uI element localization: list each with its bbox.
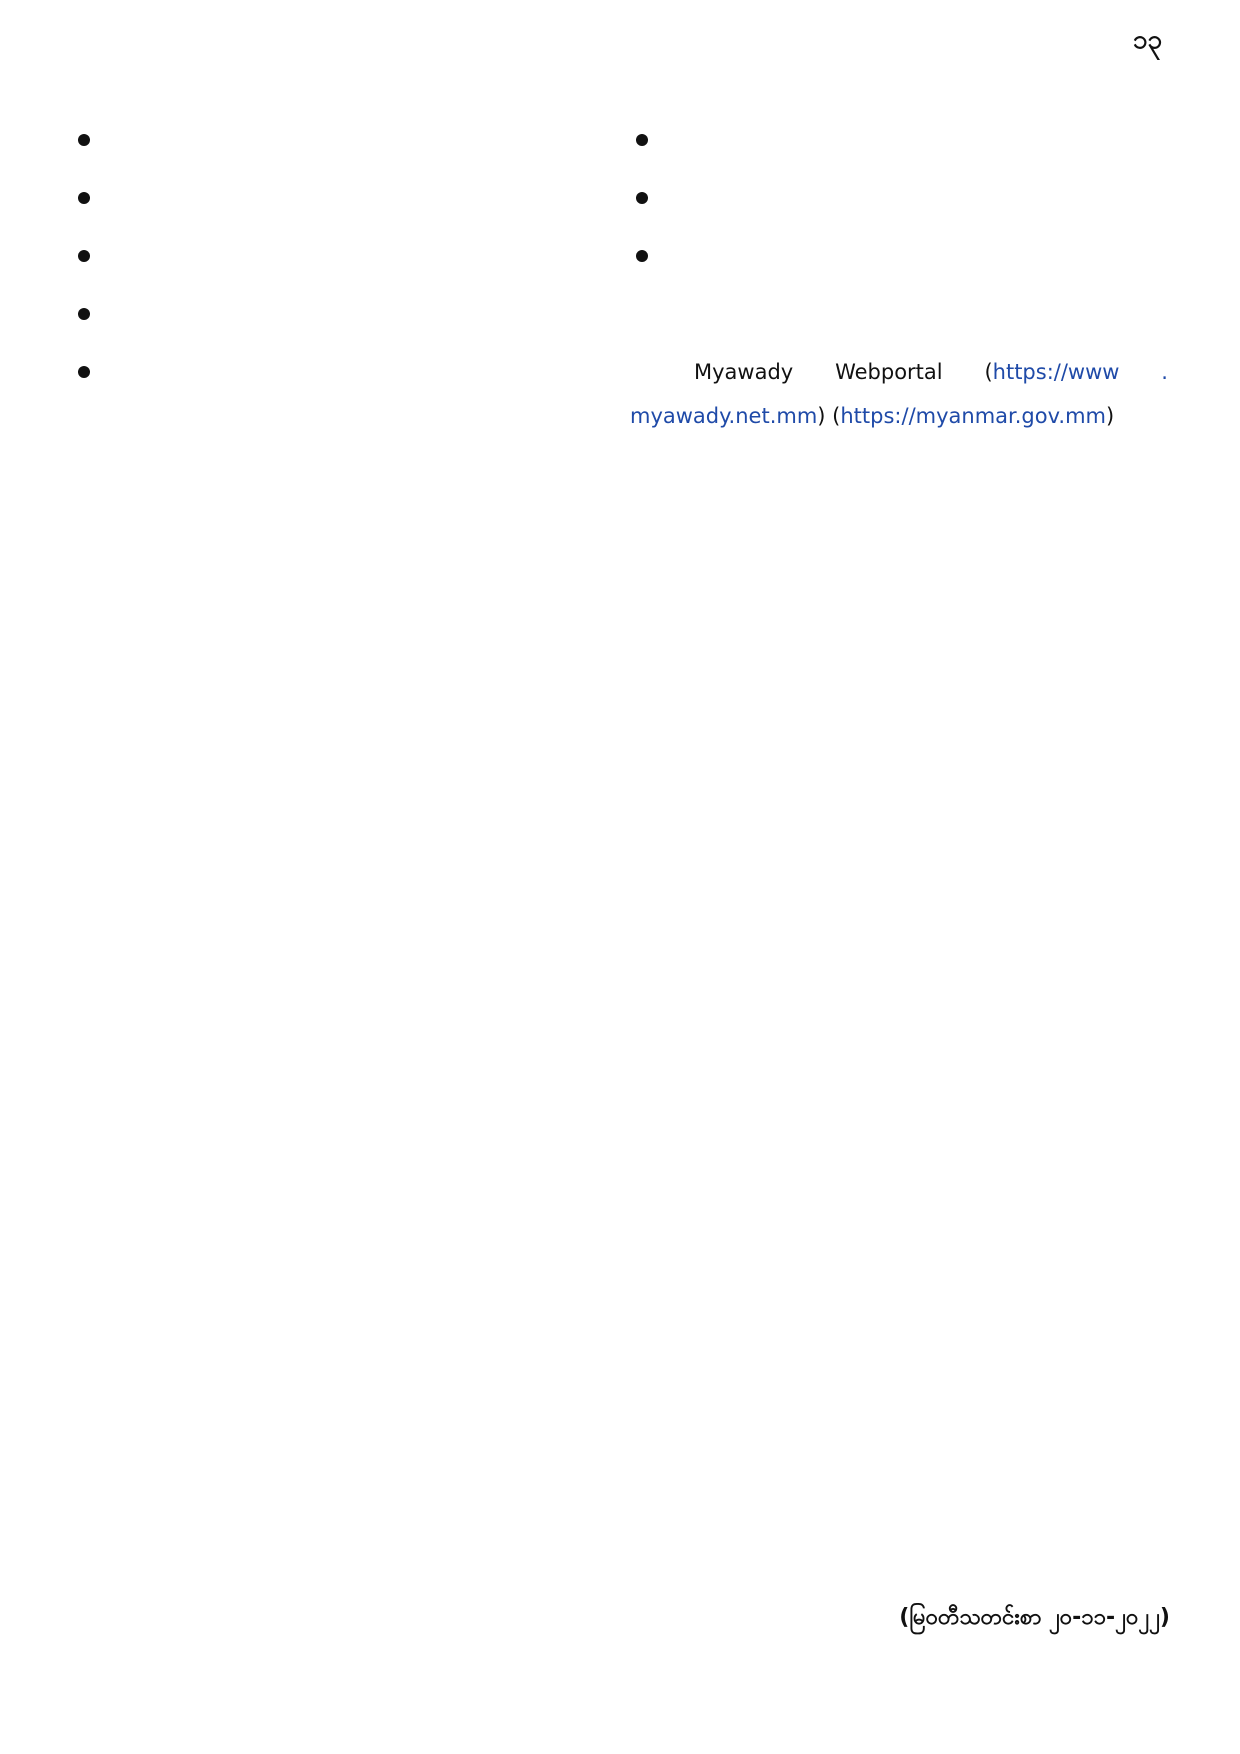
right-bullet-3	[630, 234, 1168, 278]
left-bullet-3	[72, 234, 610, 278]
web-note-link2-open: (	[825, 404, 841, 428]
article-columns	[72, 60, 1168, 1640]
right-bullet-1	[630, 118, 1168, 162]
left-bullet-2	[72, 176, 610, 220]
right-closing-paragraph	[630, 292, 1168, 336]
right-continuation-paragraph	[630, 60, 1168, 104]
web-note-portal: Webportal (	[835, 360, 993, 384]
web-note-after-link1: )	[817, 404, 826, 428]
left-column	[72, 60, 610, 1640]
page-number: ၁၃	[1132, 25, 1162, 55]
myawady-link[interactable]: https://www . myawady.net.mm	[630, 360, 1168, 428]
web-note-paragraph	[630, 350, 1168, 438]
left-bullet-5	[72, 350, 610, 394]
source-citation: (မြဝတီသတင်းစာ ၂၀-၁၁-၂၀၂၂)	[899, 1605, 1170, 1630]
web-note-brand: Myawady	[694, 360, 794, 384]
right-column	[630, 60, 1168, 1640]
web-note-after-link2: )	[1105, 404, 1115, 428]
myanmar-gov-link[interactable]: https://myanmar.gov.mm	[840, 404, 1106, 428]
right-bullet-2	[630, 176, 1168, 220]
left-continuation-paragraph	[72, 60, 610, 104]
left-bullet-4	[72, 292, 610, 336]
left-bullet-1	[72, 118, 610, 162]
